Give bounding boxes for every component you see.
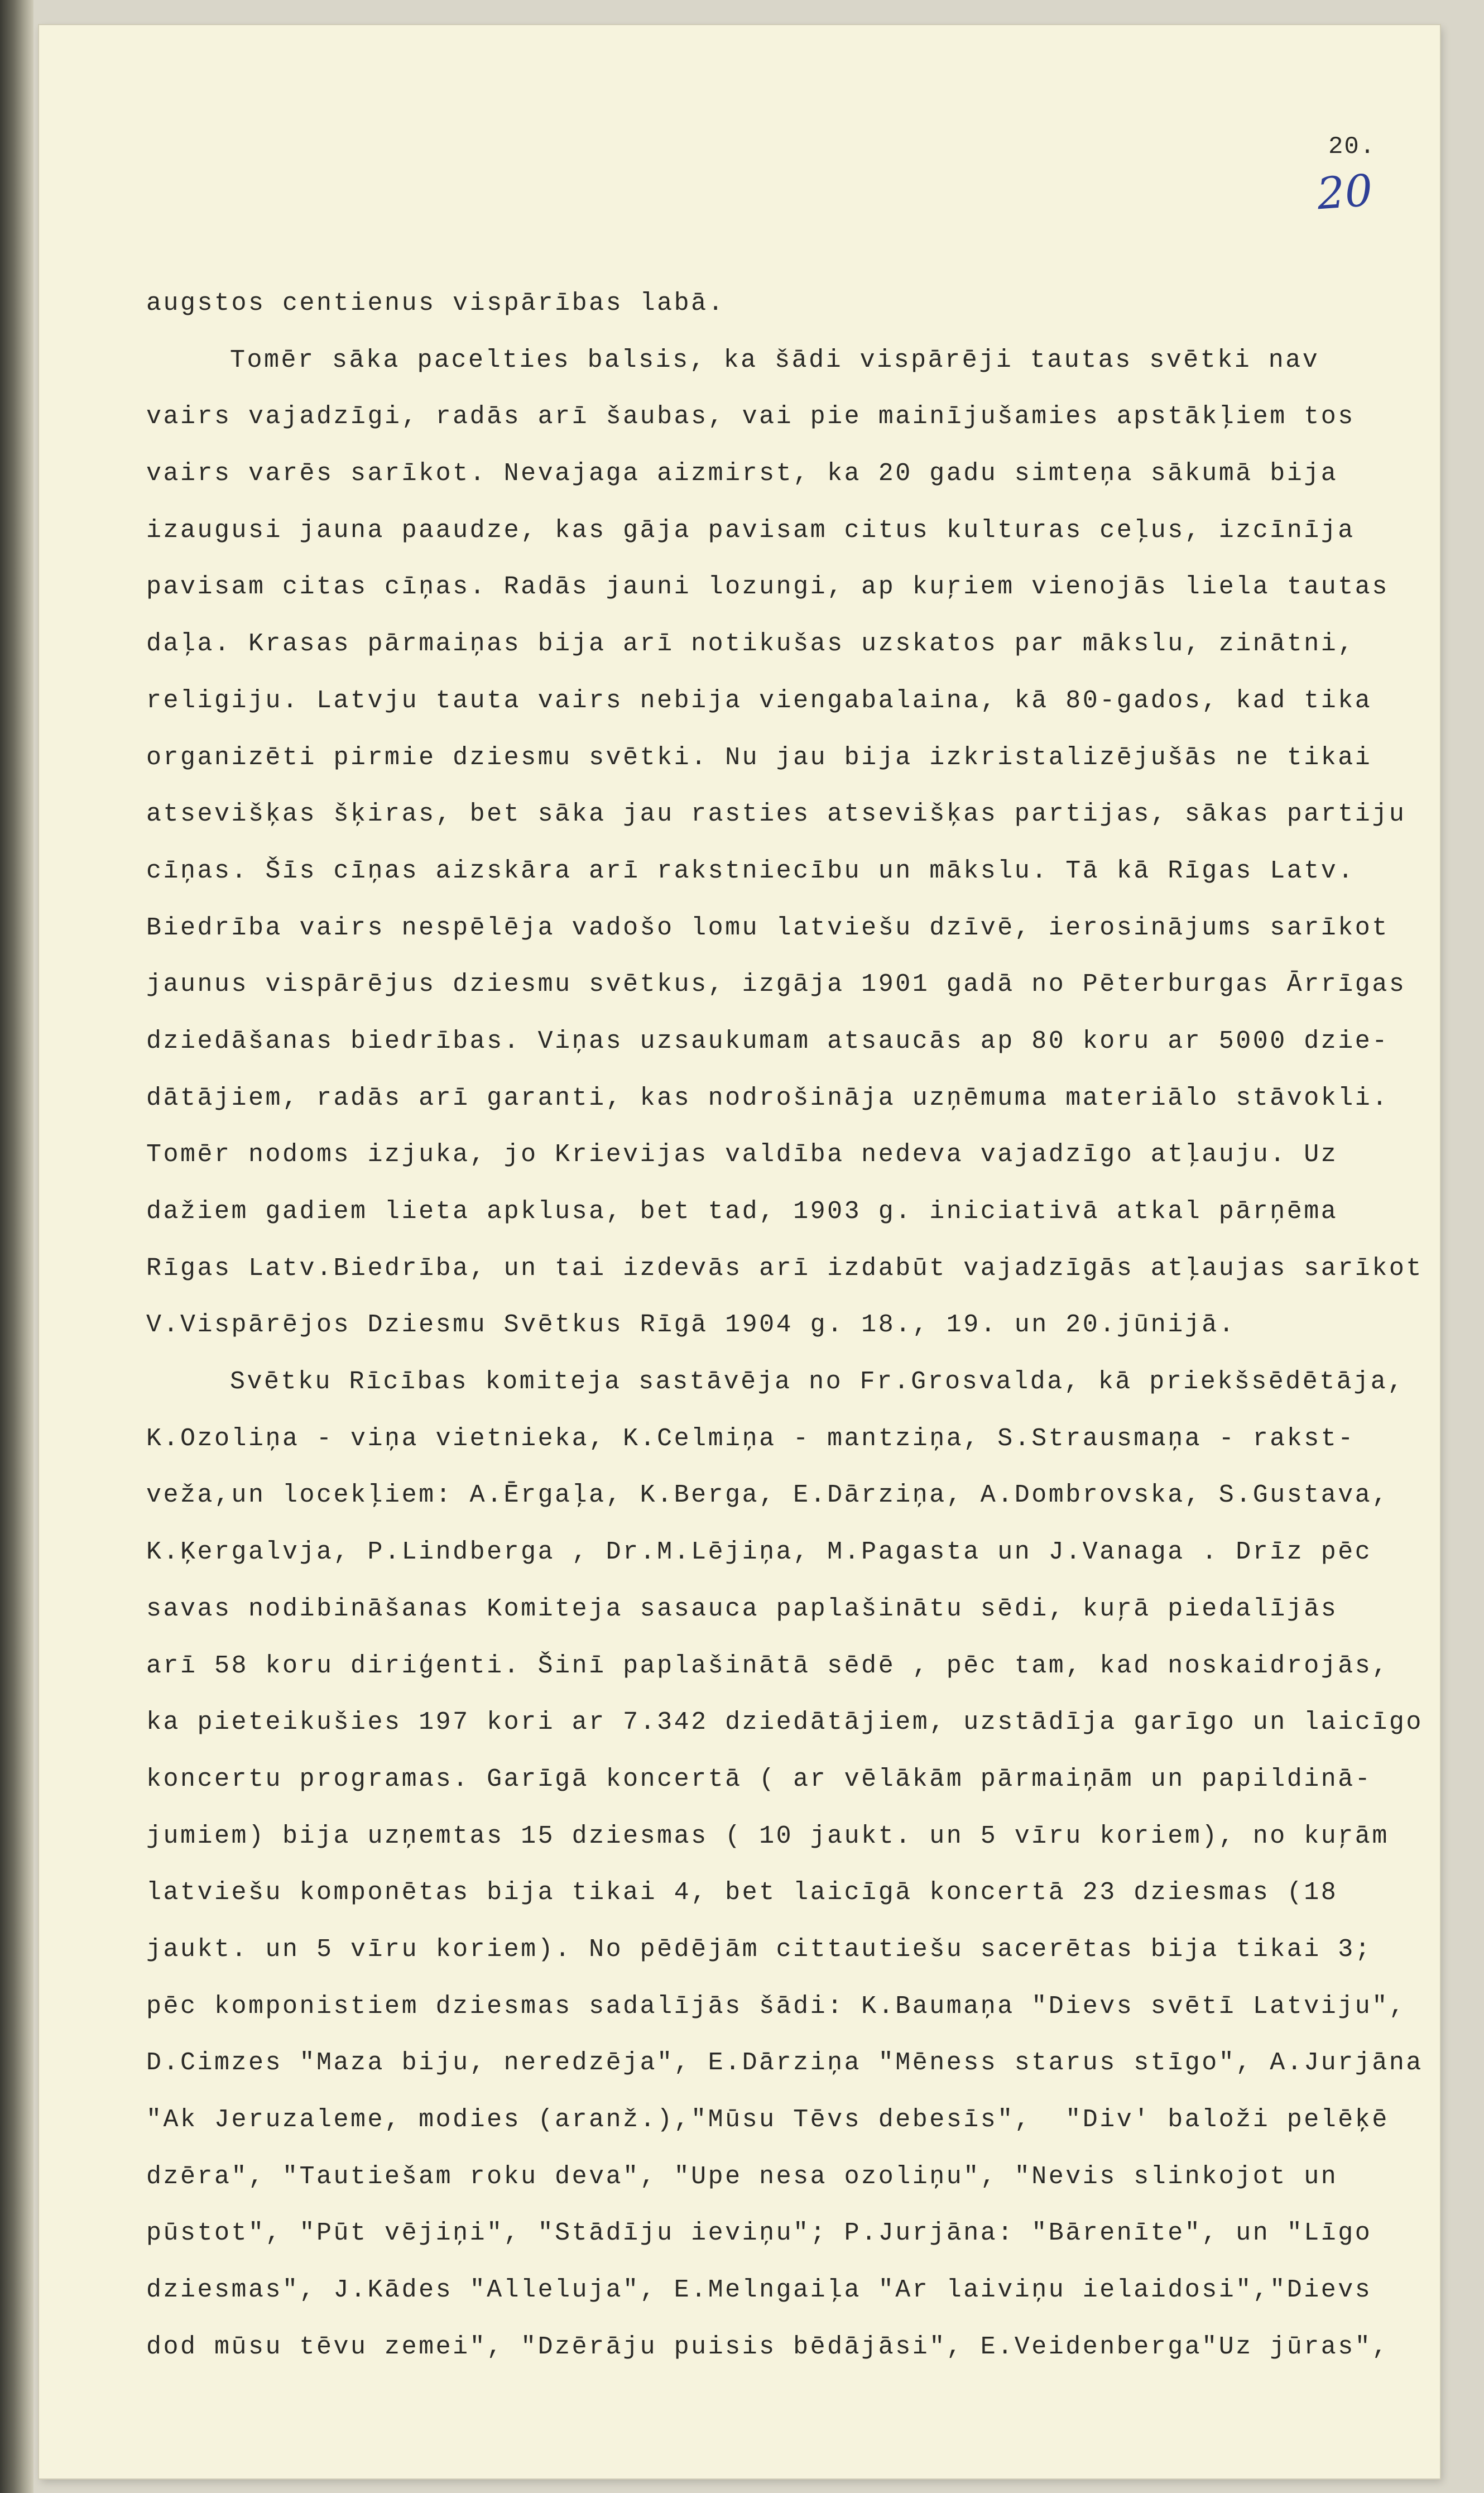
- text-line: K.Ķergalvja, P.Lindberga , Dr.M.Lējiņa, M.Pagasta un J.Vanaga . Drīz pēc: [146, 1538, 1372, 1567]
- text-line: Rīgas Latv.Biedrība, un tai izdevās arī izdabūt vajadzīgās atļaujas sarīkot: [146, 1254, 1423, 1283]
- text-line: dažiem gadiem lieta apklusa, bet tad, 1903 g. iniciativā atkal pārņēma: [146, 1197, 1338, 1226]
- text-line: Tomēr nodoms izjuka, jo Krievijas valdība nedeva vajadzīgo atļauju. Uz: [146, 1140, 1338, 1169]
- text-line: koncertu programas. Garīgā koncertā ( ar vēlākām pārmaiņām un papildinā-: [146, 1765, 1372, 1794]
- text-line: daļa. Krasas pārmaiņas bija arī notikušas uzskatos par mākslu, zinātni,: [146, 630, 1355, 659]
- text-line: latviešu komponētas bija tikai 4, bet laicīgā koncertā 23 dziesmas (18: [146, 1878, 1338, 1907]
- text-line: jaunus vispārējus dziesmu svētkus, izgāja 1901 gadā no Pēterburgas Ārrīgas: [146, 970, 1406, 999]
- text-line: augstos centienus vispārības labā.: [146, 289, 726, 318]
- text-line: K.Ozoliņa - viņa vietnieka, K.Celmiņa - mantziņa, S.Strausmaņa - rakst-: [146, 1424, 1355, 1453]
- text-line: cīņas. Šīs cīņas aizskāra arī rakstniecību un mākslu. Tā kā Rīgas Latv.: [146, 856, 1355, 885]
- text-line: pavisam citas cīņas. Radās jauni lozungi, ap kuŗiem vienojās liela tautas: [146, 573, 1389, 602]
- text-line: D.Cimzes "Maza biju, neredzēja", E.Dārziņa "Mēness starus stīgo", A.Jurjāna: [146, 2049, 1423, 2078]
- text-line: izaugusi jauna paaudze, kas gāja pavisam citus kulturas ceļus, izcīnīja: [146, 516, 1355, 545]
- page-number: 20.: [1328, 133, 1376, 161]
- text-line: jaukt. un 5 vīru koriem). No pēdējām cittautiešu sacerētas bija tikai 3;: [146, 1935, 1372, 1964]
- typewritten-body-text: [146, 275, 1423, 2375]
- text-line: arī 58 koru diriģenti. Šinī paplašinātā sēdē , pēc tam, kad noskaidrojās,: [146, 1651, 1389, 1680]
- text-line: pūstot", "Pūt vējiņi", "Stādīju ieviņu"; P.Jurjāna: "Bārenīte", un "Līgo: [146, 2219, 1372, 2248]
- handwritten-page-number: 20: [1315, 165, 1375, 220]
- text-line: V.Vispārējos Dziesmu Svētkus Rīgā 1904 g. 18., 19. un 20.jūnijā.: [146, 1311, 1236, 1340]
- text-line: religiju. Latvju tauta vairs nebija viengabalaina, kā 80-gados, kad tika: [146, 686, 1372, 715]
- text-line: dziedāšanas biedrības. Viņas uzsaukumam atsaucās ap 80 koru ar 5000 dzie-: [146, 1027, 1389, 1056]
- text-line: dzēra", "Tautiešam roku deva", "Upe nesa ozoliņu", "Nevis slinkojot un: [146, 2162, 1338, 2191]
- text-line: ka pieteikušies 197 kori ar 7.342 dziedātājiem, uzstādīja garīgo un laicīgo: [146, 1708, 1423, 1737]
- text-line: "Ak Jeruzaleme, modies (aranž.),"Mūsu Tēvs debesīs", "Div' baloži pelēķē: [146, 2106, 1389, 2134]
- paragraph-start-line: Svētku Rīcības komiteja sastāvēja no Fr.Grosvalda, kā priekšsēdētāja,: [230, 1368, 1405, 1397]
- text-line: vairs vajadzīgi, radās arī šaubas, vai pie mainījušamies apstākļiem tos: [146, 402, 1355, 432]
- text-line: dod mūsu tēvu zemei", "Dzērāju puisis bēdājāsi", E.Veidenberga"Uz jūras",: [146, 2332, 1389, 2361]
- text-line: dātājiem, radās arī garanti, kas nodrošināja uzņēmuma materiālo stāvokli.: [146, 1084, 1389, 1113]
- paragraph-start-line: Tomēr sāka pacelties balsis, ka šādi vispārēji tautas svētki nav: [230, 346, 1320, 375]
- text-line: vairs varēs sarīkot. Nevajaga aizmirst, ka 20 gadu simteņa sākumā bija: [146, 459, 1338, 488]
- text-line: dziesmas", J.Kādes "Alleluja", E.Melngaiļa "Ar laiviņu ielaidosi","Dievs: [146, 2276, 1372, 2305]
- text-line: atsevišķas šķiras, bet sāka jau rasties atsevišķas partijas, sākas partiju: [146, 800, 1406, 829]
- book-binding-edge: [0, 0, 33, 2493]
- text-line: Biedrība vairs nespēlēja vadošo lomu latviešu dzīvē, ierosinājums sarīkot: [146, 913, 1389, 942]
- text-line: veža,un locekļiem: A.Ērgaļa, K.Berga, E.Dārziņa, A.Dombrovska, S.Gustava,: [146, 1481, 1389, 1510]
- text-line: organizēti pirmie dziesmu svētki. Nu jau bija izkristalizējušās ne tikai: [146, 743, 1372, 772]
- text-line: savas nodibināšanas Komiteja sasauca paplašinātu sēdi, kuŗā piedalījās: [146, 1594, 1338, 1623]
- text-line: jumiem) bija uzņemtas 15 dziesmas ( 10 jaukt. un 5 vīru koriem), no kuŗām: [146, 1821, 1389, 1850]
- text-line: pēc komponistiem dziesmas sadalījās šādi: K.Baumaņa "Dievs svētī Latviju",: [146, 1992, 1406, 2021]
